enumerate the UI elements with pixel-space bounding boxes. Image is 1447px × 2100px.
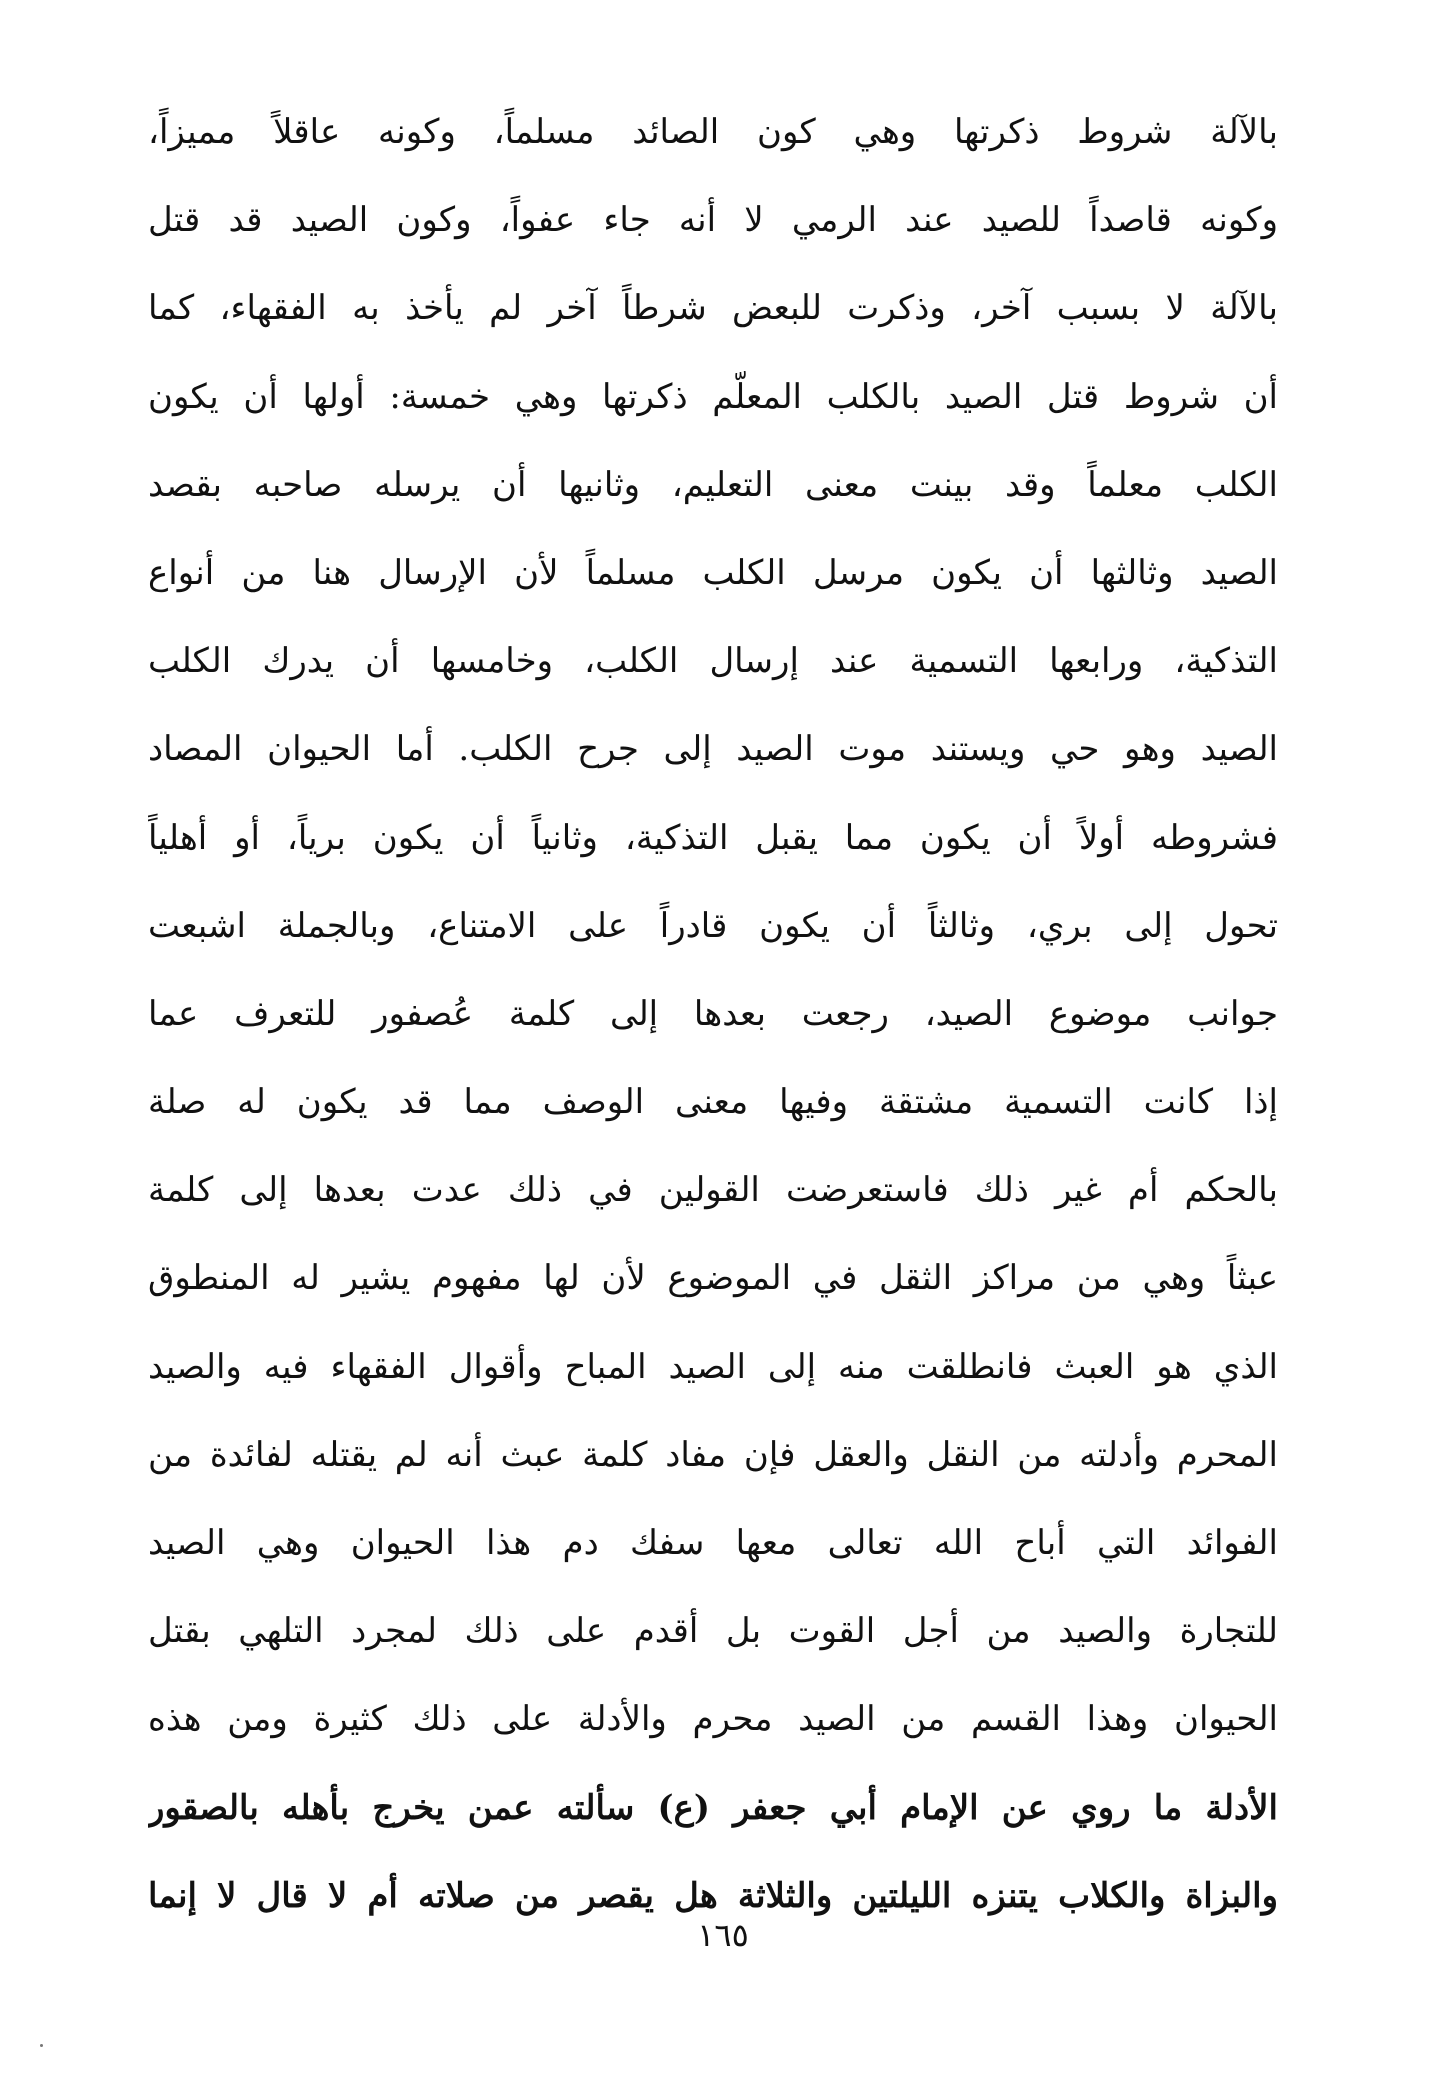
text-line-16: المحرم وأدلته من النقل والعقل فإن مفاد كلمة عبث أنه لم يقتله لفائدة من [148, 1434, 1278, 1475]
text-line-5: الكلب معلماً وقد بينت معنى التعليم، وثانيها أن يرسله صاحبه بقصد [148, 464, 1278, 505]
text-line-7: التذكية، ورابعها التسمية عند إرسال الكلب، وخامسها أن يدرك الكلب [148, 641, 1278, 682]
text-line-20-quote: الأدلة ما روي عن الإمام أبي جعفر (ع) سألته عمن يخرج بأهله بالصقور [148, 1787, 1278, 1828]
text-line-1: بالآلة شروط ذكرتها وهي كون الصائد مسلماً، وكونه عاقلاً مميزاً، [148, 112, 1278, 152]
text-line-4: أن شروط قتل الصيد بالكلب المعلّم ذكرتها وهي خمسة: أولها أن يكون [148, 376, 1278, 417]
text-line-15: الذي هو العبث فانطلقت منه إلى الصيد المباح وأقوال الفقهاء فيه والصيد [148, 1346, 1278, 1387]
text-line-12: إذا كانت التسمية مشتقة وفيها معنى الوصف مما قد يكون له صلة [148, 1082, 1278, 1123]
text-line-21-quote: والبزاة والكلاب يتنزه الليلتين والثلاثة هل يقصر من صلاته أم لا قال لا إنما [148, 1875, 1278, 1916]
text-line-14: عبثاً وهي من مراكز الثقل في الموضوع لأن لها مفهوم يشير له المنطوق [148, 1258, 1278, 1299]
scan-speck [40, 2044, 43, 2047]
text-line-9: فشروطه أولاً أن يكون مما يقبل التذكية، وثانياً أن يكون برياً، أو أهلياً [148, 817, 1278, 858]
text-line-17: الفوائد التي أباح الله تعالى معها سفك دم هذا الحيوان وهي الصيد [148, 1523, 1278, 1563]
text-line-3: بالآلة لا بسبب آخر، وذكرت للبعض شرطاً آخر لم يأخذ به الفقهاء، كما [148, 288, 1278, 329]
text-line-18: للتجارة والصيد من أجل القوت بل أقدم على ذلك لمجرد التلهي بقتل [148, 1611, 1278, 1652]
body-text [148, 88, 1278, 1940]
text-line-8: الصيد وهو حي ويستند موت الصيد إلى جرح الكلب. أما الحيوان المصاد [148, 729, 1278, 770]
text-line-13: بالحكم أم غير ذلك فاستعرضت القولين في ذلك عدت بعدها إلى كلمة [148, 1170, 1278, 1211]
text-line-11: جوانب موضوع الصيد، رجعت بعدها إلى كلمة عُصفور للتعرف عما [148, 993, 1278, 1034]
text-line-6: الصيد وثالثها أن يكون مرسل الكلب مسلماً لأن الإرسال هنا من أنواع [148, 552, 1278, 593]
text-line-2: وكونه قاصداً للصيد عند الرمي لا أنه جاء عفواً، وكون الصيد قد قتل [148, 200, 1278, 241]
text-line-10: تحول إلى بري، وثالثاً أن يكون قادراً على الامتناع، وبالجملة اشبعت [148, 905, 1278, 946]
page-number: ١٦٥ [697, 1916, 749, 1954]
text-line-19: الحيوان وهذا القسم من الصيد محرم والأدلة على ذلك كثيرة ومن هذه [148, 1699, 1278, 1740]
